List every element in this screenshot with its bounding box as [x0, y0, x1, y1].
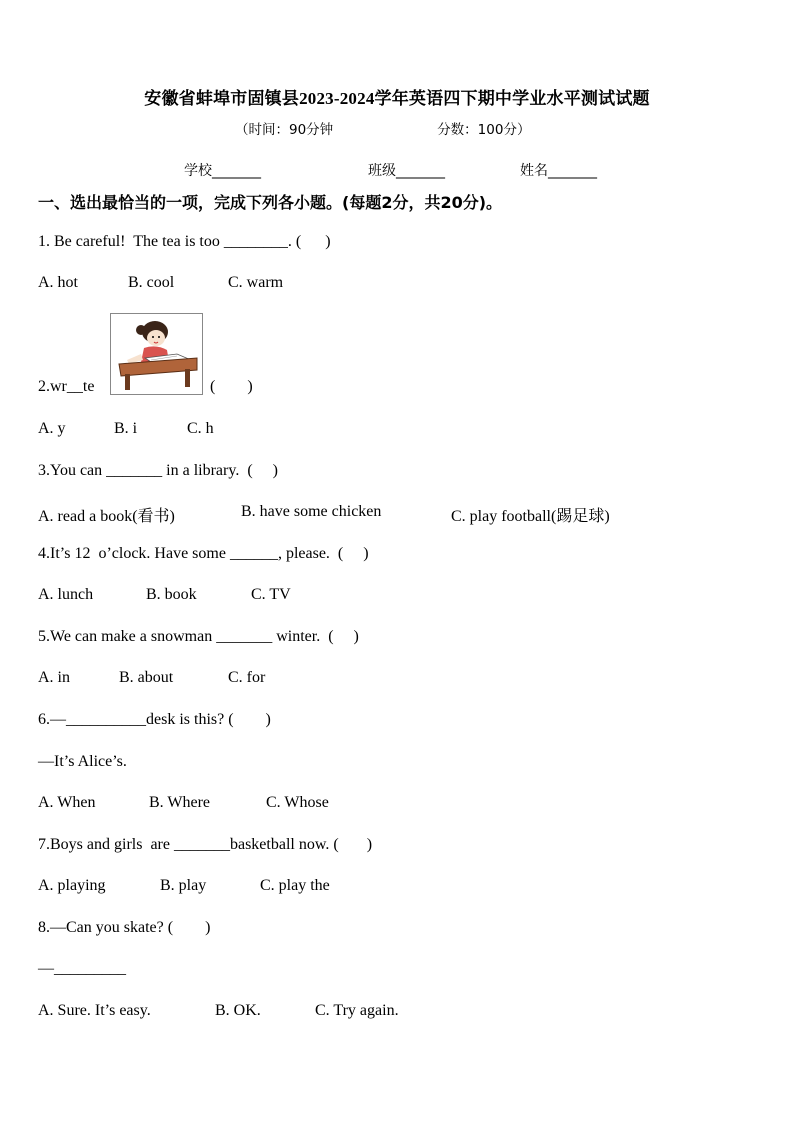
q5-option-c[interactable]: C. for: [228, 669, 266, 686]
question-7-stem: 7.Boys and girls are _______basketball now. ( ): [38, 836, 373, 853]
section-title: 一、选出最恰当的一项，完成下列各小题。(每题2分，共20分)。: [38, 193, 503, 212]
exam-score: 分数：100分）: [437, 122, 531, 138]
q4-option-a[interactable]: A. lunch: [38, 586, 94, 603]
q1-option-a[interactable]: A. hot: [38, 274, 78, 291]
question-6-stem: 6.—__________desk is this? ( ): [38, 711, 271, 728]
exam-title: 安徽省蚌埠市固镇县2023-2024学年英语四下期中学业水平测试试题: [144, 89, 650, 108]
q2-option-a[interactable]: A. y: [38, 420, 66, 437]
question-5-stem: 5.We can make a snowman _______ winter. ( ): [38, 628, 359, 645]
name-field[interactable]: 姓名_______: [520, 163, 597, 179]
q4-option-c[interactable]: C. TV: [251, 586, 291, 603]
q6-option-c[interactable]: C. Whose: [266, 794, 329, 811]
question-1-stem: 1. Be careful! The tea is too ________. ( ): [38, 233, 331, 250]
q2-option-b[interactable]: B. i: [114, 420, 138, 437]
q7-option-c[interactable]: C. play the: [260, 877, 330, 894]
question-3-stem: 3.You can _______ in a library. ( ): [38, 462, 278, 479]
q4-option-b[interactable]: B. book: [146, 586, 197, 603]
q6-option-a[interactable]: A. When: [38, 794, 96, 811]
q3-option-b[interactable]: B. have some chicken: [241, 503, 382, 520]
question-8-stem: 8.—Can you skate? ( ): [38, 919, 211, 936]
girl-writing-icon: [111, 314, 202, 394]
q5-option-a[interactable]: A. in: [38, 669, 70, 686]
girl-writing-picture: [110, 313, 203, 395]
q5-option-b[interactable]: B. about: [119, 669, 174, 686]
q1-option-c[interactable]: C. warm: [228, 274, 284, 291]
q8-option-c[interactable]: C. Try again.: [315, 1002, 399, 1019]
school-field[interactable]: 学校_______: [184, 163, 261, 179]
exam-time: （时间：90分钟: [235, 122, 334, 138]
q8-option-b[interactable]: B. OK.: [215, 1002, 261, 1019]
question-4-stem: 4.It’s 12 o’clock. Have some ______, please. ( ): [38, 545, 369, 562]
q7-option-b[interactable]: B. play: [160, 877, 207, 894]
question-6-dialog: —It’s Alice’s.: [38, 753, 127, 770]
class-field[interactable]: 班级_______: [368, 163, 445, 179]
q3-option-a[interactable]: A. read a book(看书): [38, 508, 175, 525]
q2-answer-blank[interactable]: ( ): [210, 378, 253, 395]
q8-option-a[interactable]: A. Sure. It’s easy.: [38, 1002, 151, 1019]
question-2-stem: 2.wr__te: [38, 378, 95, 395]
q1-option-b[interactable]: B. cool: [128, 274, 175, 291]
q7-option-a[interactable]: A. playing: [38, 877, 106, 894]
q2-option-c[interactable]: C. h: [187, 420, 214, 437]
exam-meta: [235, 118, 530, 138]
q3-option-c[interactable]: C. play football(踢足球): [451, 508, 610, 525]
q6-option-b[interactable]: B. Where: [149, 794, 211, 811]
question-8-dialog: —_________: [38, 960, 126, 977]
